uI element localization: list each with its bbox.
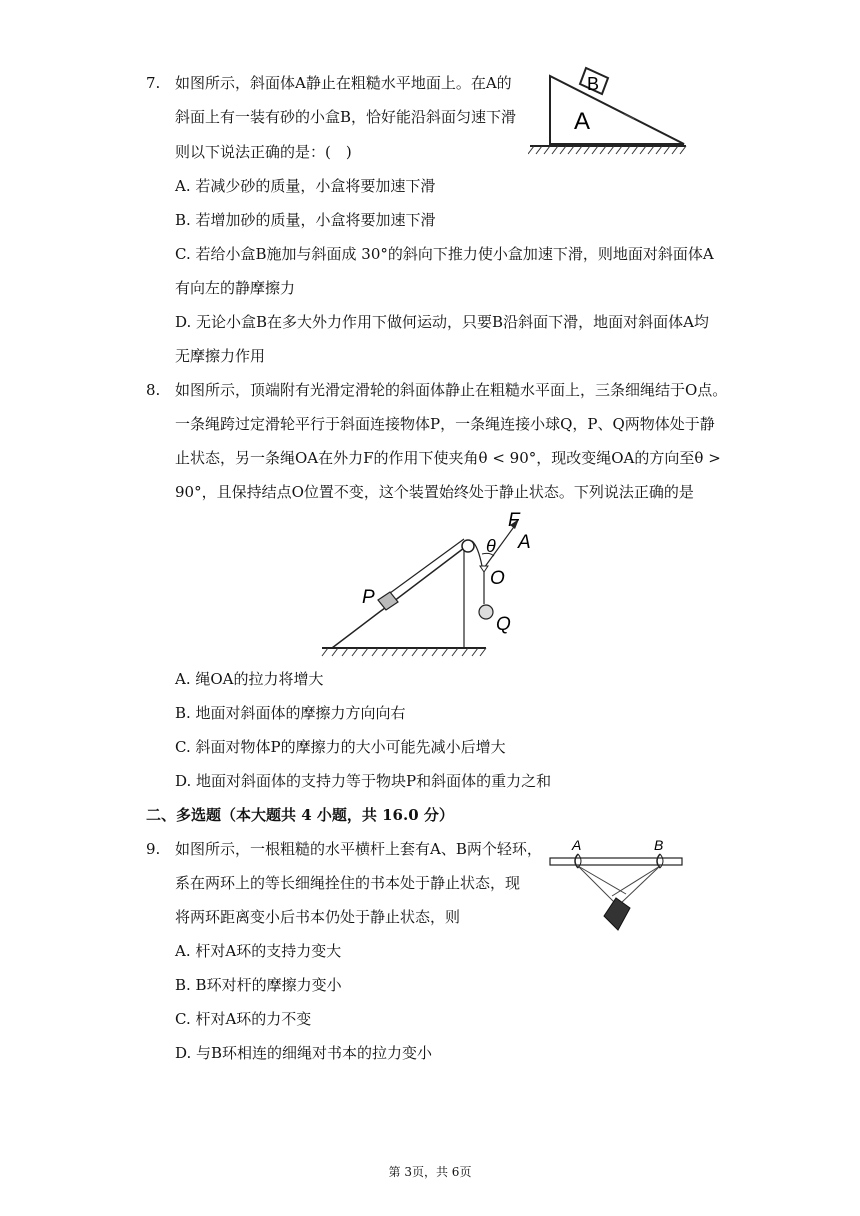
page-footer: 第 3页，共 6页 xyxy=(388,1165,472,1179)
q8-figure xyxy=(318,506,538,658)
q7-label-b: B xyxy=(587,74,600,94)
q9-number: 9. xyxy=(146,840,161,858)
q7-stem-line-2: 斜面上有一装有砂的小盒B，恰好能沿斜面匀速下滑 xyxy=(175,108,517,126)
q8-label-o: O xyxy=(490,568,505,589)
q8-label-a: A xyxy=(518,532,531,553)
q7-number: 7. xyxy=(146,74,161,92)
q9-label-a: A xyxy=(572,837,582,853)
q8-stem-line-1: 如图所示，顶端附有光滑定滑轮的斜面体静止在粗糙水平面上，三条细绳结于O点。 xyxy=(175,381,728,399)
block-p xyxy=(378,592,398,610)
section-title: 二、多选题（本大题共 4 小题，共 16.0 分） xyxy=(146,806,454,824)
q9-figure xyxy=(546,834,688,938)
q8-stem-line-2: 一条绳跨过定滑轮平行于斜面连接物体P，一条绳连接小球Q，P、Q两物体处于静 xyxy=(175,415,715,433)
q9-option-d: D. 与B环相连的细绳对书本的拉力变小 xyxy=(175,1044,433,1062)
q8-number: 8. xyxy=(146,381,161,399)
ball-q xyxy=(479,605,493,619)
q9-option-a: A. 杆对A环的支持力变大 xyxy=(175,942,342,960)
q9-option-b: B. B环对杆的摩擦力变小 xyxy=(175,976,342,994)
q7-figure xyxy=(528,66,690,158)
q8-stem-line-4: 90°，且保持结点O位置不变，这个装置始终处于静止状态。下列说法正确的是 xyxy=(175,483,694,501)
q8-option-a: A. 绳OA的拉力将增大 xyxy=(175,670,324,688)
q8-label-q: Q xyxy=(496,614,511,635)
q7-option-d: D. 无论小盒B在多大外力作用下做何运动，只要B沿斜面下滑，地面对斜面体A均 xyxy=(175,313,709,331)
q7-option-c: C. 若给小盒B施加与斜面成 30°的斜向下推力使小盒加速下滑，则地面对斜面体A xyxy=(175,245,714,263)
q7-label-a: A xyxy=(574,108,591,135)
q8-label-p: P xyxy=(362,587,375,608)
q9-stem-line-2: 系在两环上的等长细绳拴住的书本处于静止状态，现 xyxy=(175,874,521,892)
q9-label-b: B xyxy=(654,837,664,853)
q9-stem-line-3: 将两环距离变小后书本仍处于静止状态，则 xyxy=(175,908,461,926)
q8-label-f: F xyxy=(508,510,520,531)
q9-stem-line-1: 如图所示，一根粗糙的水平横杆上套有A、B两个轻环， xyxy=(175,840,542,858)
wedge-a xyxy=(550,76,684,144)
q7-option-a: A. 若减少砂的质量，小盒将要加速下滑 xyxy=(175,177,436,195)
q8-option-d: D. 地面对斜面体的支持力等于物块P和斜面体的重力之和 xyxy=(175,772,552,790)
q8-stem-line-3: 止状态，另一条绳OA在外力F的作用下使夹角θ < 90°，现改变绳OA的方向至θ > xyxy=(175,449,721,467)
book xyxy=(604,898,630,930)
q7-option-b: B. 若增加砂的质量，小盒将要加速下滑 xyxy=(175,211,436,229)
q8-option-c: C. 斜面对物体P的摩擦力的大小可能先减小后增大 xyxy=(175,738,506,756)
q7-option-c-cont: 有向左的静摩擦力 xyxy=(175,279,296,297)
q8-option-b: B. 地面对斜面体的摩擦力方向向右 xyxy=(175,704,406,722)
q8-label-theta: θ xyxy=(486,536,496,556)
q7-stem-line-1: 如图所示，斜面体A静止在粗糙水平地面上。在A的 xyxy=(175,74,512,92)
q7-stem-line-3: 则以下说法正确的是：( ) xyxy=(175,143,352,161)
q9-option-c: C. 杆对A环的力不变 xyxy=(175,1010,312,1028)
q7-option-d-cont: 无摩擦力作用 xyxy=(175,347,266,365)
